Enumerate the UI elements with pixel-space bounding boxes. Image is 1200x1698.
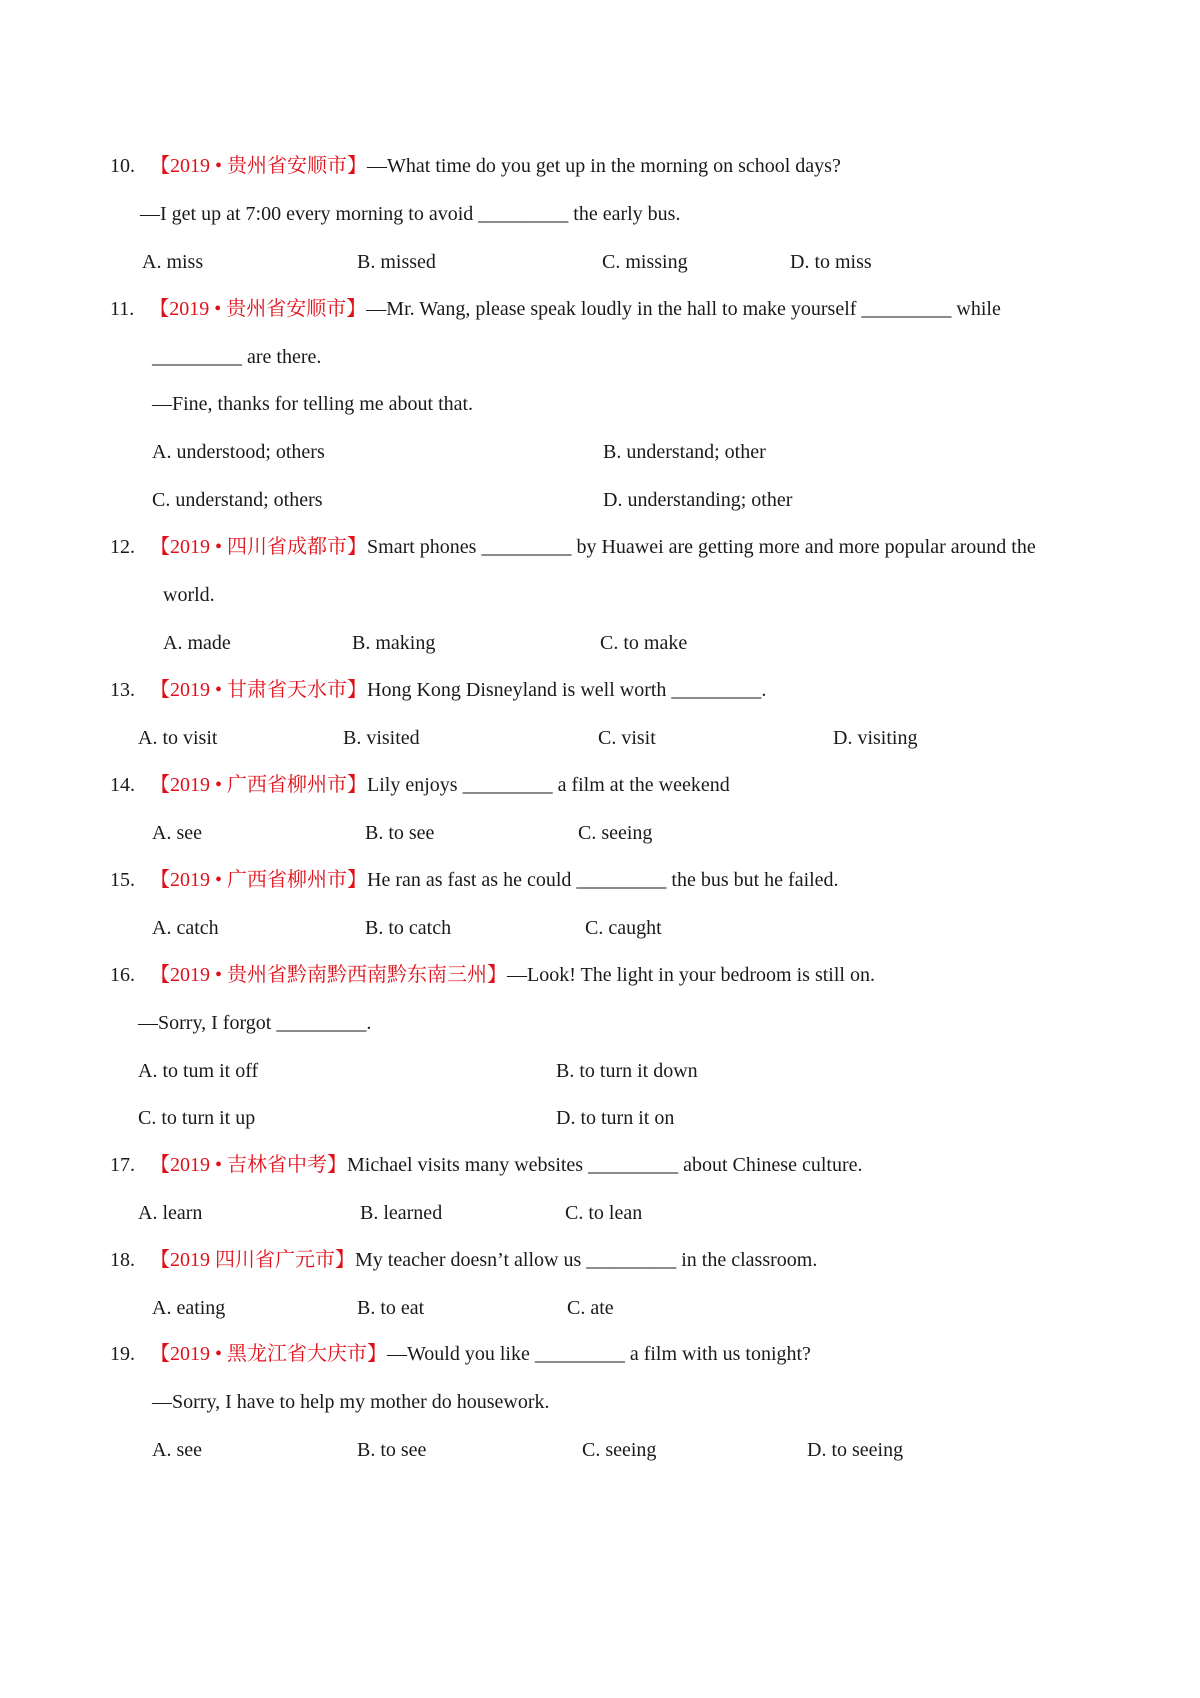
question-stem-line: —I get up at 7:00 every morning to avoid _________ the early bus. — [140, 203, 681, 225]
option-a: A. see — [152, 822, 202, 844]
question-number: 19. — [110, 1343, 135, 1365]
question-stem-line: world. — [163, 584, 215, 606]
option-d: D. to turn it on — [556, 1107, 675, 1129]
option-a: A. to tum it off — [138, 1060, 259, 1082]
option-d: D. to seeing — [807, 1439, 904, 1461]
question-source: 【2019 • 贵州省安顺市】 — [150, 155, 368, 177]
option-c: C. to turn it up — [138, 1107, 256, 1129]
option-c: C. missing — [602, 251, 688, 273]
option-c: C. understand; others — [152, 489, 323, 511]
question-number: 10. — [110, 155, 135, 177]
option-d: D. visiting — [833, 727, 918, 749]
question-19 — [110, 1342, 811, 1366]
option-a: A. see — [152, 1439, 202, 1461]
option-b: B. visited — [343, 727, 420, 749]
question-16 — [110, 963, 875, 987]
question-stem: —What time do you get up in the morning on school days? — [367, 155, 841, 177]
question-17 — [110, 1153, 862, 1177]
question-18 — [110, 1248, 817, 1272]
question-stem-line: _________ are there. — [152, 346, 322, 368]
option-b: B. learned — [360, 1202, 443, 1224]
question-number: 15. — [110, 869, 135, 891]
question-stem: —Look! The light in your bedroom is still on. — [507, 964, 875, 986]
question-stem: —Mr. Wang, please speak loudly in the hall to make yourself _________ while — [366, 298, 1001, 320]
question-number: 17. — [110, 1154, 135, 1176]
question-stem: —Would you like _________ a film with us tonight? — [387, 1343, 811, 1365]
option-c: C. seeing — [578, 822, 653, 844]
option-b: B. to eat — [357, 1297, 425, 1319]
option-b: B. to see — [365, 822, 435, 844]
option-c: C. seeing — [582, 1439, 657, 1461]
question-15 — [110, 868, 839, 892]
question-10 — [110, 154, 841, 178]
option-a: A. catch — [152, 917, 219, 939]
option-a: A. made — [163, 632, 231, 654]
question-stem: Smart phones _________ by Huawei are getting more and more popular around the — [367, 536, 1036, 558]
option-a: A. learn — [138, 1202, 203, 1224]
option-d: D. to miss — [790, 251, 872, 273]
question-source: 【2019 • 广西省柳州市】 — [150, 774, 368, 796]
option-b: B. to see — [357, 1439, 427, 1461]
question-stem: My teacher doesn’t allow us _________ in the classroom. — [355, 1249, 818, 1271]
question-stem-line: —Sorry, I forgot _________. — [138, 1012, 372, 1034]
option-c: C. ate — [567, 1297, 614, 1319]
question-13 — [110, 678, 766, 702]
question-stem: Lily enjoys _________ a film at the weekend — [367, 774, 730, 796]
question-number: 18. — [110, 1249, 135, 1271]
question-stem: Michael visits many websites _________ about Chinese culture. — [347, 1154, 863, 1176]
question-source: 【2019 • 四川省成都市】 — [150, 536, 368, 558]
question-number: 13. — [110, 679, 135, 701]
question-stem-line: —Fine, thanks for telling me about that. — [152, 393, 474, 415]
option-b: B. understand; other — [603, 441, 766, 463]
question-source: 【2019 • 吉林省中考】 — [150, 1154, 348, 1176]
option-a: A. miss — [142, 251, 204, 273]
option-a: A. understood; others — [152, 441, 325, 463]
question-source: 【2019 • 黑龙江省大庆市】 — [150, 1343, 388, 1365]
question-source: 【2019 • 贵州省黔南黔西南黔东南三州】 — [150, 964, 508, 986]
question-source: 【2019 • 广西省柳州市】 — [150, 869, 368, 891]
option-c: C. visit — [598, 727, 656, 749]
option-c: C. to make — [600, 632, 688, 654]
option-b: B. to catch — [365, 917, 452, 939]
option-b: B. missed — [357, 251, 436, 273]
question-stem: He ran as fast as he could _________ the bus but he failed. — [367, 869, 839, 891]
question-12 — [110, 535, 1036, 559]
option-b: B. to turn it down — [556, 1060, 698, 1082]
question-source: 【2019 • 甘肃省天水市】 — [150, 679, 368, 701]
option-b: B. making — [352, 632, 436, 654]
option-c: C. caught — [585, 917, 662, 939]
question-source: 【2019 四川省广元市】 — [150, 1249, 355, 1271]
option-a: A. to visit — [138, 727, 218, 749]
option-d: D. understanding; other — [603, 489, 793, 511]
question-11 — [110, 297, 1001, 321]
question-stem: Hong Kong Disneyland is well worth _________. — [367, 679, 767, 701]
question-number: 12. — [110, 536, 135, 558]
question-number: 14. — [110, 774, 135, 796]
question-stem-line: —Sorry, I have to help my mother do housework. — [152, 1391, 550, 1413]
option-c: C. to lean — [565, 1202, 643, 1224]
question-14 — [110, 773, 730, 797]
question-source: 【2019 • 贵州省安顺市】 — [149, 298, 367, 320]
option-a: A. eating — [152, 1297, 226, 1319]
question-number: 16. — [110, 964, 135, 986]
question-number: 11. — [110, 298, 135, 320]
